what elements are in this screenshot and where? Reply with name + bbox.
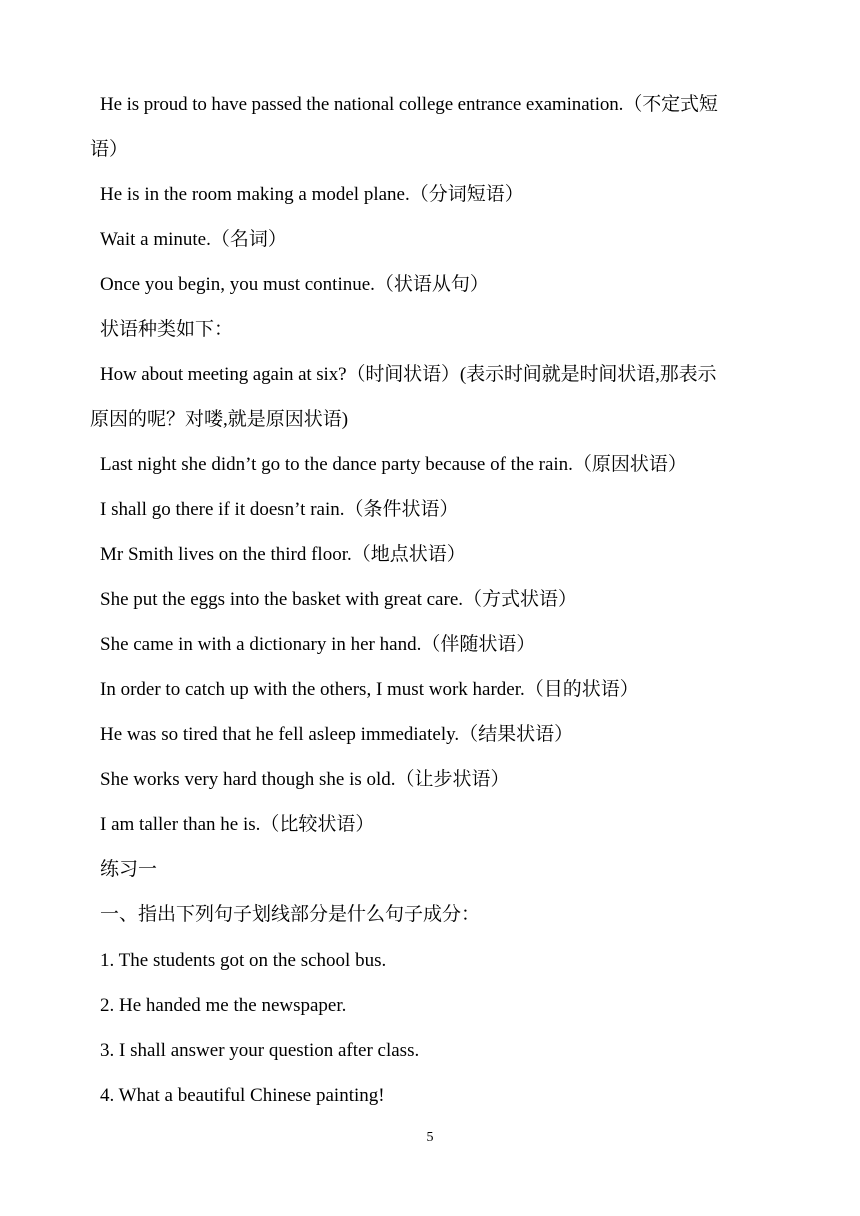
text-line-place-adverbial: Mr Smith lives on the third floor.（地点状语） xyxy=(100,544,466,565)
text-line-condition-adverbial: I shall go there if it doesn’t rain.（条件状语） xyxy=(100,499,459,520)
text-line-purpose-adverbial: In order to catch up with the others, I must work harder.（目的状语） xyxy=(100,679,639,700)
text-line-time-adverbial: How about meeting again at six?（时间状语）(表示时间就是时间状语,那表示 xyxy=(100,364,717,385)
text-line-accompany-adverbial: She came in with a dictionary in her hand.（伴随状语） xyxy=(100,634,536,655)
text-line-concession-adverbial: She works very hard though she is old.（让步状语） xyxy=(100,769,510,790)
exercise-item-2: 2. He handed me the newspaper. xyxy=(100,995,347,1016)
text-line-comparison-adverbial: I am taller than he is.（比较状语） xyxy=(100,814,375,835)
exercise-item-4: 4. What a beautiful Chinese painting! xyxy=(100,1085,385,1106)
section-heading-adverbial-types: 状语种类如下： xyxy=(100,319,234,340)
text-line-manner-adverbial: She put the eggs into the basket with great care.（方式状语） xyxy=(100,589,578,610)
exercise-title: 练习一 xyxy=(100,859,158,880)
text-line-cause-adverbial: Last night she didn’t go to the dance party because of the rain.（原因状语） xyxy=(100,454,687,475)
text-line-infinitive-phrase-cont: 语） xyxy=(90,139,129,160)
exercise-item-1: 1. The students got on the school bus. xyxy=(100,950,387,971)
text-line-result-adverbial: He was so tired that he fell asleep immediately.（结果状语） xyxy=(100,724,574,745)
text-line-infinitive-phrase: He is proud to have passed the national college entrance examination.（不定式短 xyxy=(100,94,718,115)
exercise-item-3: 3. I shall answer your question after class. xyxy=(100,1040,420,1061)
text-line-time-adverbial-cont: 原因的呢？对喽,就是原因状语) xyxy=(90,409,349,430)
page-number: 5 xyxy=(426,1130,434,1145)
exercise-instruction: 一、指出下列句子划线部分是什么句子成分： xyxy=(100,904,481,925)
text-line-noun: Wait a minute.（名词） xyxy=(100,229,287,250)
text-line-participle-phrase: He is in the room making a model plane.（分词短语） xyxy=(100,184,524,205)
text-line-adverbial-clause: Once you begin, you must continue.（状语从句） xyxy=(100,274,489,295)
